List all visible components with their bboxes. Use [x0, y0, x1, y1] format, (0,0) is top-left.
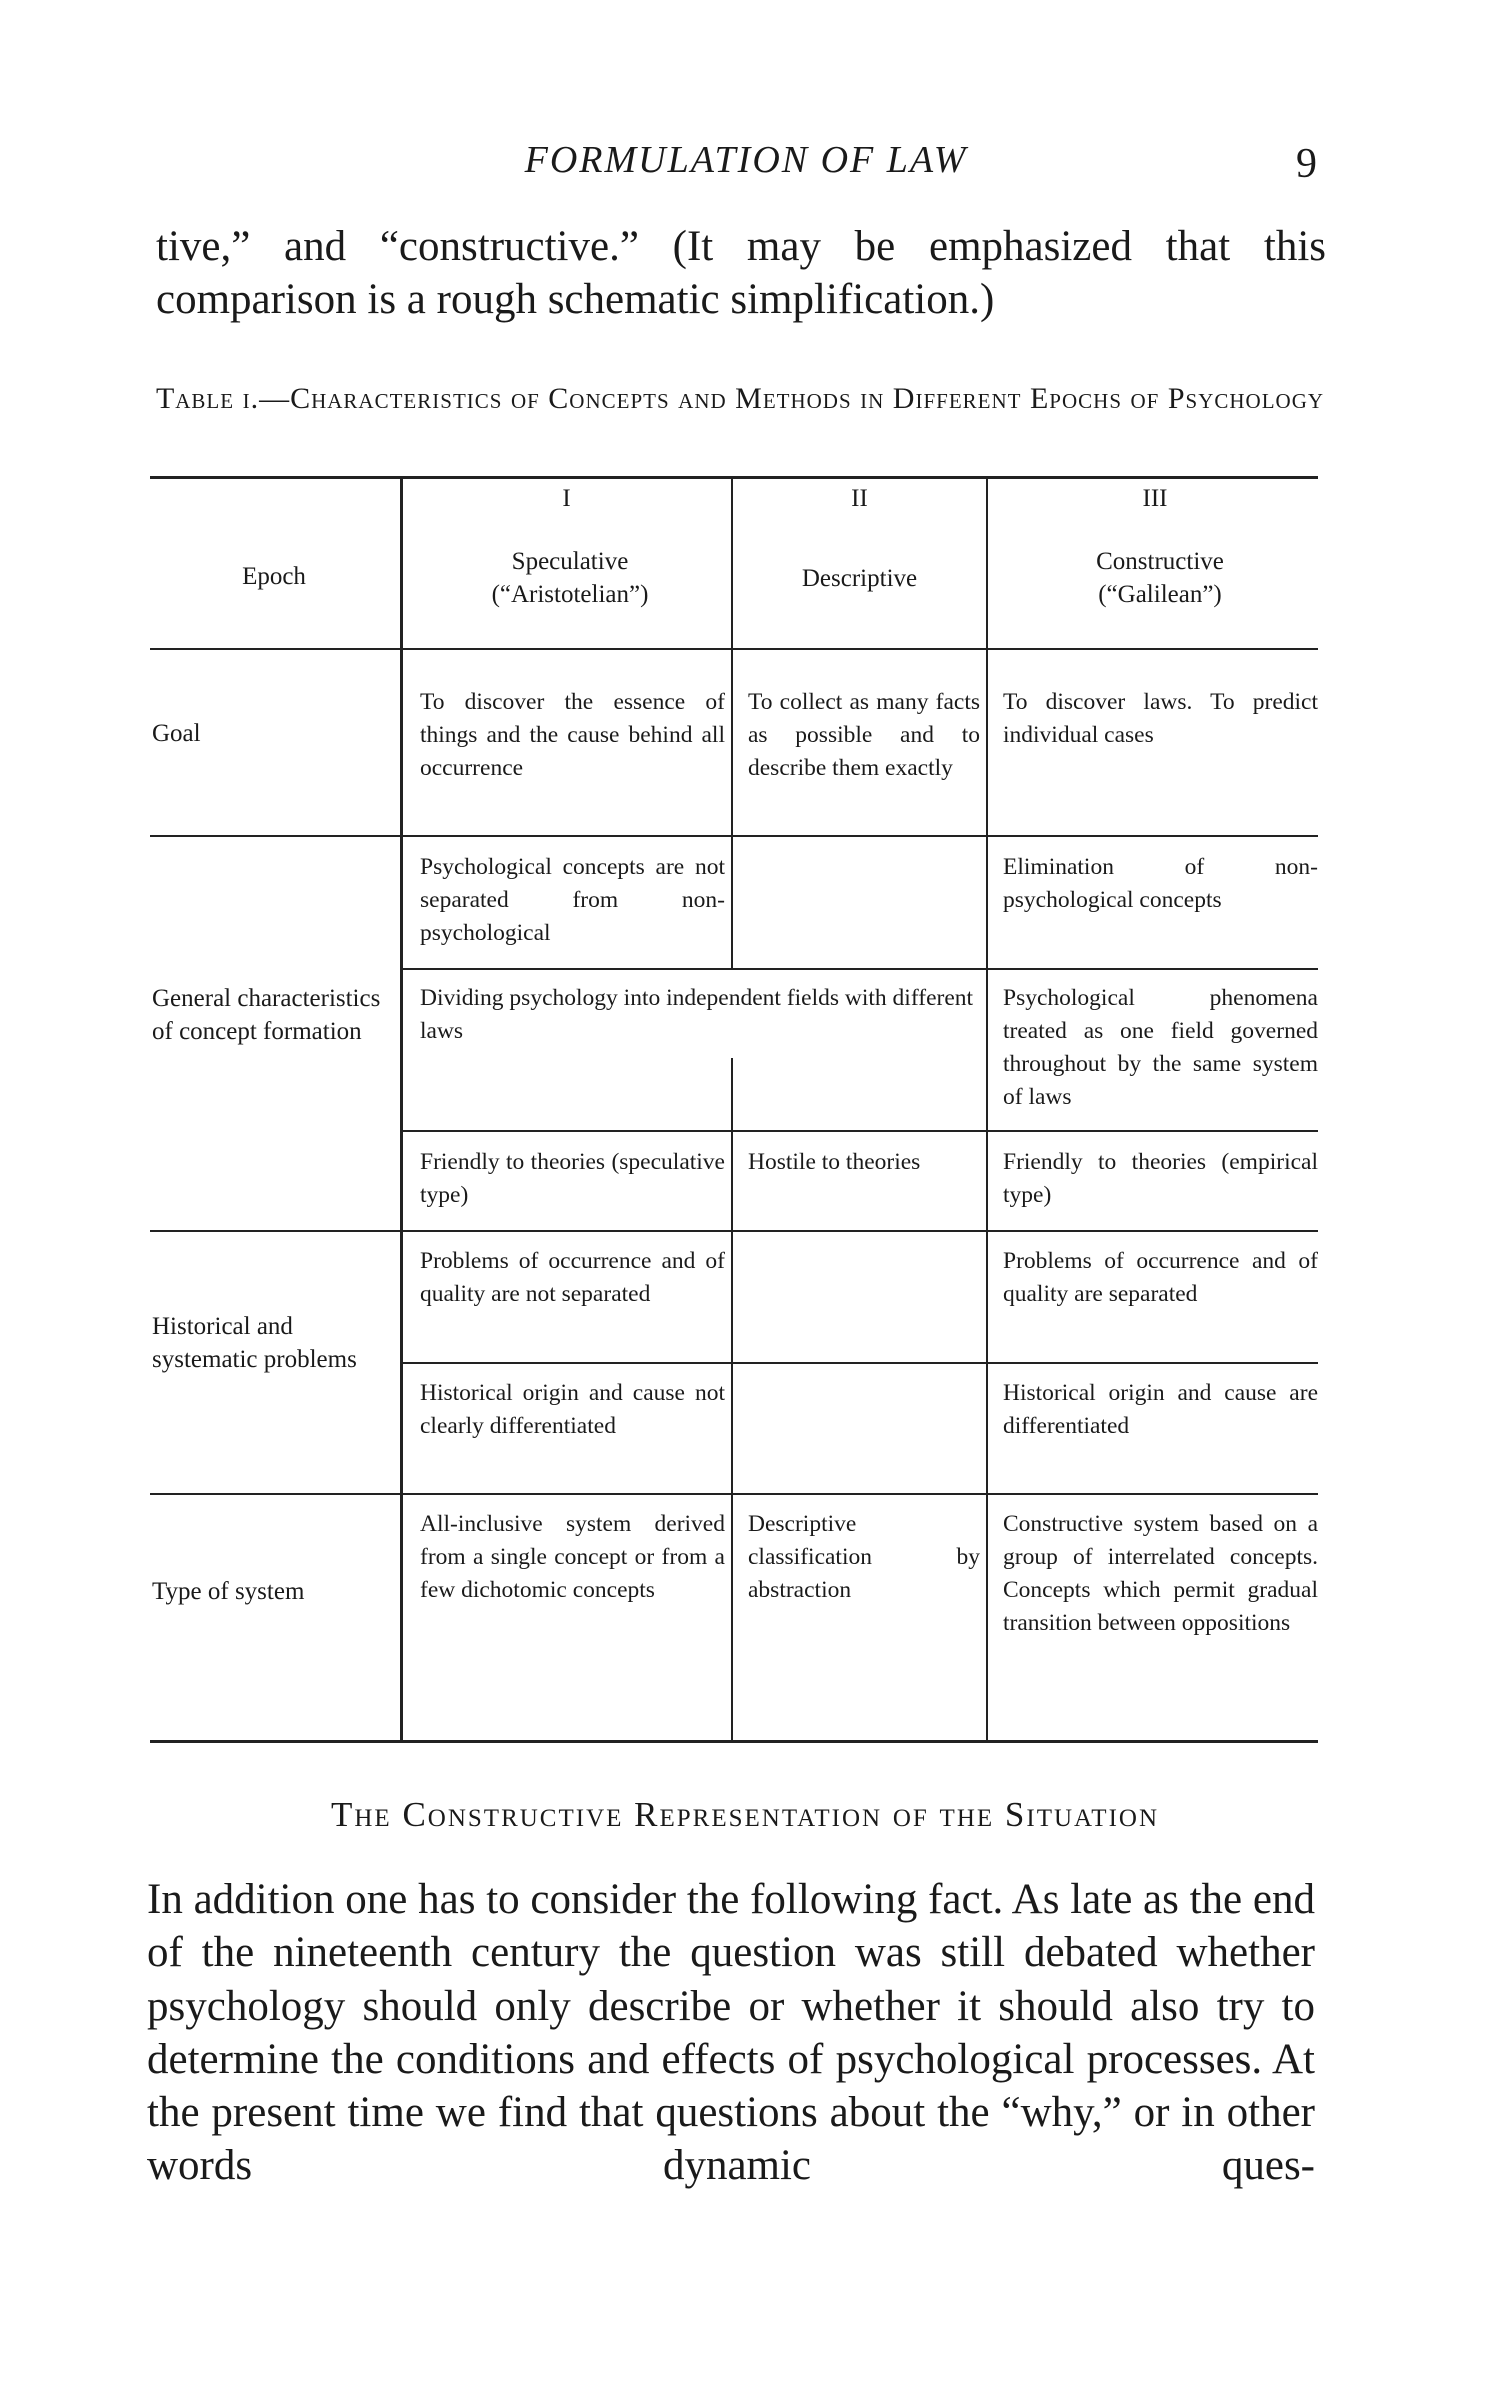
problems-inner-rule: [400, 1362, 1318, 1364]
problems-label: Historical and systematic problems: [152, 1313, 357, 1373]
goal-bottom-rule: [150, 835, 1318, 837]
numeral-iii: III: [1142, 485, 1168, 512]
problems-row1-speculative: Problems of occurrence and of quality are not separated: [420, 1248, 725, 1307]
system-constructive: Constructive system based on a group of interrelated concepts. Concepts which permit gradual transition between oppositions: [1003, 1511, 1318, 1636]
goal-label: Goal: [152, 720, 201, 747]
goal-constructive: To discover laws. To predict individual cases: [1003, 689, 1318, 748]
problems-row2-speculative: Historical origin and cause not clearly differentiated: [420, 1380, 725, 1439]
epoch-descriptive: Descriptive: [801, 565, 918, 592]
concept-bottom-rule: [150, 1230, 1318, 1232]
system-descriptive: Descriptive classification by abstraction: [748, 1511, 980, 1603]
body-paragraph: In addition one has to consider the following fact. As late as the end of the nineteenth century the question was still debated whether psychology should only describe or whether it should also try to determine the conditions and effects of psychological processes. At the present time we find that questions about the “why,” or in other words dynamic ques-: [147, 1876, 1315, 2190]
epoch-constructive: Constructive (“Galilean”): [1096, 548, 1224, 608]
numeral-ii: II: [851, 485, 868, 512]
column-rule-3: [986, 476, 988, 1740]
numeral-i: I: [562, 485, 571, 512]
problems-row2-constructive: Historical origin and cause are differentiated: [1003, 1380, 1318, 1439]
goal-speculative: To discover the essence of things and the cause behind all occurrence: [420, 689, 725, 781]
table-caption: Table i.—Characteristics of Concepts and Methods in Different Epochs of Psychology: [155, 382, 1325, 415]
table-header-rule: [150, 648, 1318, 650]
concept-row1-speculative: Psychological concepts are not separated from non-psychological: [420, 854, 725, 946]
problems-row1-constructive: Problems of occurrence and of quality are separated: [1003, 1248, 1318, 1307]
concept-inner-rule-2: [400, 1130, 1318, 1132]
column-rule-2-bottom: [731, 1058, 733, 1740]
concept-row2-shared: Dividing psychology into independent fields with different laws: [420, 985, 974, 1044]
concept-row3-constructive: Friendly to theories (empirical type): [1003, 1149, 1318, 1208]
concept-inner-rule-1: [400, 968, 1318, 970]
table-top-rule: [150, 476, 1318, 479]
concept-row1-constructive: Elimination of non-psychological concepts: [1003, 854, 1318, 913]
epoch-speculative: Speculative (“Aristotelian”): [491, 548, 649, 608]
concept-row3-speculative: Friendly to theories (speculative type): [420, 1149, 725, 1208]
section-heading: The Constructive Representation of the Situation: [330, 1795, 1160, 1834]
column-rule-1: [400, 476, 403, 1740]
concept-row2-constructive: Psychological phenomena treated as one field governed throughout by the same system of laws: [1003, 985, 1318, 1110]
concept-formation-label: General characteristics of concept formation: [152, 985, 381, 1045]
epoch-label: Epoch: [242, 563, 306, 590]
system-label: Type of system: [152, 1578, 305, 1605]
table-bottom-rule: [150, 1740, 1318, 1743]
running-header-title: FORMULATION OF LAW: [524, 139, 968, 181]
system-speculative: All-inclusive system derived from a single concept or from a few dichotomic concepts: [420, 1511, 725, 1603]
column-rule-2-top: [731, 476, 733, 968]
concept-row3-descriptive: Hostile to theories: [748, 1149, 921, 1175]
intro-paragraph: tive,” and “constructive.” (It may be emphasized that this comparison is a rough schematic simplification.): [156, 223, 1326, 323]
problems-bottom-rule: [150, 1493, 1318, 1495]
goal-descriptive: To collect as many facts as possible and to describe them exactly: [748, 689, 980, 781]
page-number: 9: [1296, 141, 1317, 187]
